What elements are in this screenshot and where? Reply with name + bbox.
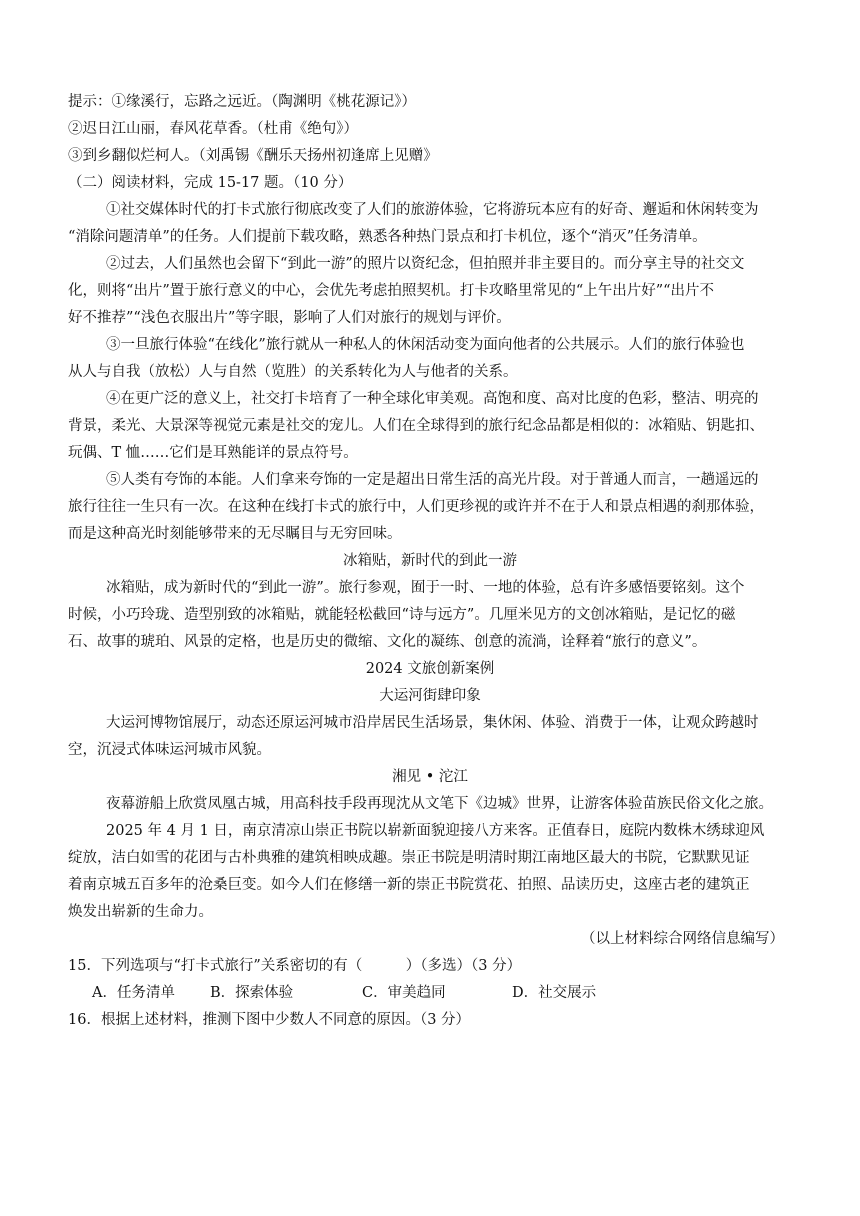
fridge-magnet-title: 冰箱贴，新时代的到此一游 <box>343 553 517 569</box>
paragraph-line: 背景，柔光、大景深等视觉元素是社交的宠儿。人们在全球得到的旅行纪念品都是相似的：冰箱贴、钥匙扣、 <box>68 418 764 434</box>
paragraph-line: 从人与自我（放松）人与自然（览胜）的关系转化为人与他者的关系。 <box>68 364 518 380</box>
paragraph-line: 大运河博物馆展厅，动态还原运河城市沿岸居民生活场景，集休闲、体验、消费于一体，让观众跨越时 <box>106 715 759 731</box>
chongzheng-paragraph <box>68 818 792 926</box>
paragraph-line: 好不推荐”“浅色衣服出片”等字眼，影响了人们对旅行的规划与评价。 <box>68 310 511 326</box>
hint-line-2: ②迟日江山丽，春风花草香。（杜甫《绝句》） <box>68 121 358 137</box>
case-1-paragraph <box>68 710 792 764</box>
paragraph-line: 旅行往往一生只有一次。在这种在线打卡式的旅行中，人们更珍视的或许并不在于人和景点相遇的刹那体验， <box>68 499 764 515</box>
option-a: A．任务清单 <box>92 985 175 1001</box>
hint-line-3: ③到乡翻似烂柯人。（刘禹锡《酬乐天扬州初逢席上见赠》 <box>68 148 438 164</box>
paragraph-4 <box>68 386 792 467</box>
paragraph-5 <box>68 467 792 548</box>
question-15-stem: 15．下列选项与“打卡式旅行”关系密切的有（ ）（多选）（3 分） <box>68 958 522 974</box>
option-c: C．审美趋同 <box>362 985 446 1001</box>
paragraph-line: ④在更广泛的意义上，社交打卡培育了一种全球化审美观。高饱和度、高对比度的色彩，整洁、明亮的 <box>106 391 759 407</box>
paragraph-line: 化，则将“出片”置于旅行意义的中心，会优先考虑拍照契机。打卡攻略里常见的“上午出片好”“出片不 <box>68 283 715 299</box>
section-heading: （二）阅读材料，完成 15-17 题。（10 分） <box>68 175 353 191</box>
hint-line-1: 提示：①缘溪行，忘路之远近。（陶渊明《桃花源记》） <box>68 94 416 110</box>
paragraph-line: 空，沉浸式体味运河城市风貌。 <box>68 742 271 758</box>
option-d: D．社交展示 <box>512 985 597 1001</box>
question-16-stem: 16．根据上述材料，推测下图中少数人不同意的原因。（3 分） <box>68 1012 471 1028</box>
case-2-title: 湘见 • 沱江 <box>392 769 468 785</box>
question-15-options <box>68 980 792 1007</box>
option-b: B．探索体验 <box>210 985 294 1001</box>
paragraph-line: 而是这种高光时刻能够带来的无尽瞩目与无穷回味。 <box>68 526 402 542</box>
paragraph-line: ①社交媒体时代的打卡式旅行彻底改变了人们的旅游体验，它将游玩本应有的好奇、邂逅和休闲转变为 <box>106 202 759 218</box>
paragraph-line: 石、故事的琥珀、风景的定格，也是历史的微缩、文化的凝练、创意的流淌，诠释着“旅行的意义”。 <box>68 634 707 650</box>
paragraph-line: 冰箱贴，成为新时代的“到此一游”。旅行参观，囿于一时、一地的体验，总有许多感悟要铭刻。这个 <box>106 580 745 596</box>
case-2-paragraph <box>68 791 792 818</box>
paragraph-line: ⑤人类有夸饰的本能。人们拿来夸饰的一定是超出日常生活的高光片段。对于普通人而言，一趟遥远的 <box>106 472 759 488</box>
paragraph-line: 着南京城五百多年的沧桑巨变。如今人们在修缮一新的崇正书院赏花、拍照、品读历史，这座古老的建筑正 <box>68 877 750 893</box>
paragraph-line: 时候，小巧玲珑、造型别致的冰箱贴，就能轻松截回“诗与远方”。几厘米见方的文创冰箱贴，是记忆的磁 <box>68 607 736 623</box>
cases-title: 2024 文旅创新案例 <box>365 661 495 677</box>
paragraph-1 <box>68 197 792 251</box>
paragraph-line: 夜幕游船上欣赏凤凰古城，用高科技手段再现沈从文笔下《边城》世界，让游客体验苗族民俗文化之旅。 <box>106 796 773 812</box>
paragraph-line: 焕发出崭新的生命力。 <box>68 904 213 920</box>
paragraph-line: “消除问题清单”的任务。人们提前下载攻略，熟悉各种热门景点和打卡机位，逐个“消灭”任务清单。 <box>68 229 707 245</box>
case-1-title: 大运河街肆印象 <box>379 688 481 704</box>
paragraph-2 <box>68 251 792 332</box>
paragraph-line: ③一旦旅行体验“在线化”旅行就从一种私人的休闲活动变为面向他者的公共展示。人们的旅行体验也 <box>106 337 745 353</box>
source-note: （以上材料综合网络信息编写） <box>581 931 784 947</box>
paragraph-3 <box>68 332 792 386</box>
paragraph-line: 绽放，洁白如雪的花团与古朴典雅的建筑相映成趣。崇正书院是明清时期江南地区最大的书院，它默默见证 <box>68 850 750 866</box>
page-content <box>68 89 792 1034</box>
paragraph-line: ②过去，人们虽然也会留下“到此一游”的照片以资纪念，但拍照并非主要目的。而分享主导的社交文 <box>106 256 745 272</box>
paragraph-line: 玩偶、T 恤……它们是耳熟能详的景点符号。 <box>68 445 358 461</box>
fridge-magnet-paragraph <box>68 575 792 656</box>
paragraph-line: 2025 年 4 月 1 日，南京清凉山崇正书院以崭新面貌迎接八方来客。正值春日，庭院内数株木绣球迎风 <box>106 823 765 839</box>
